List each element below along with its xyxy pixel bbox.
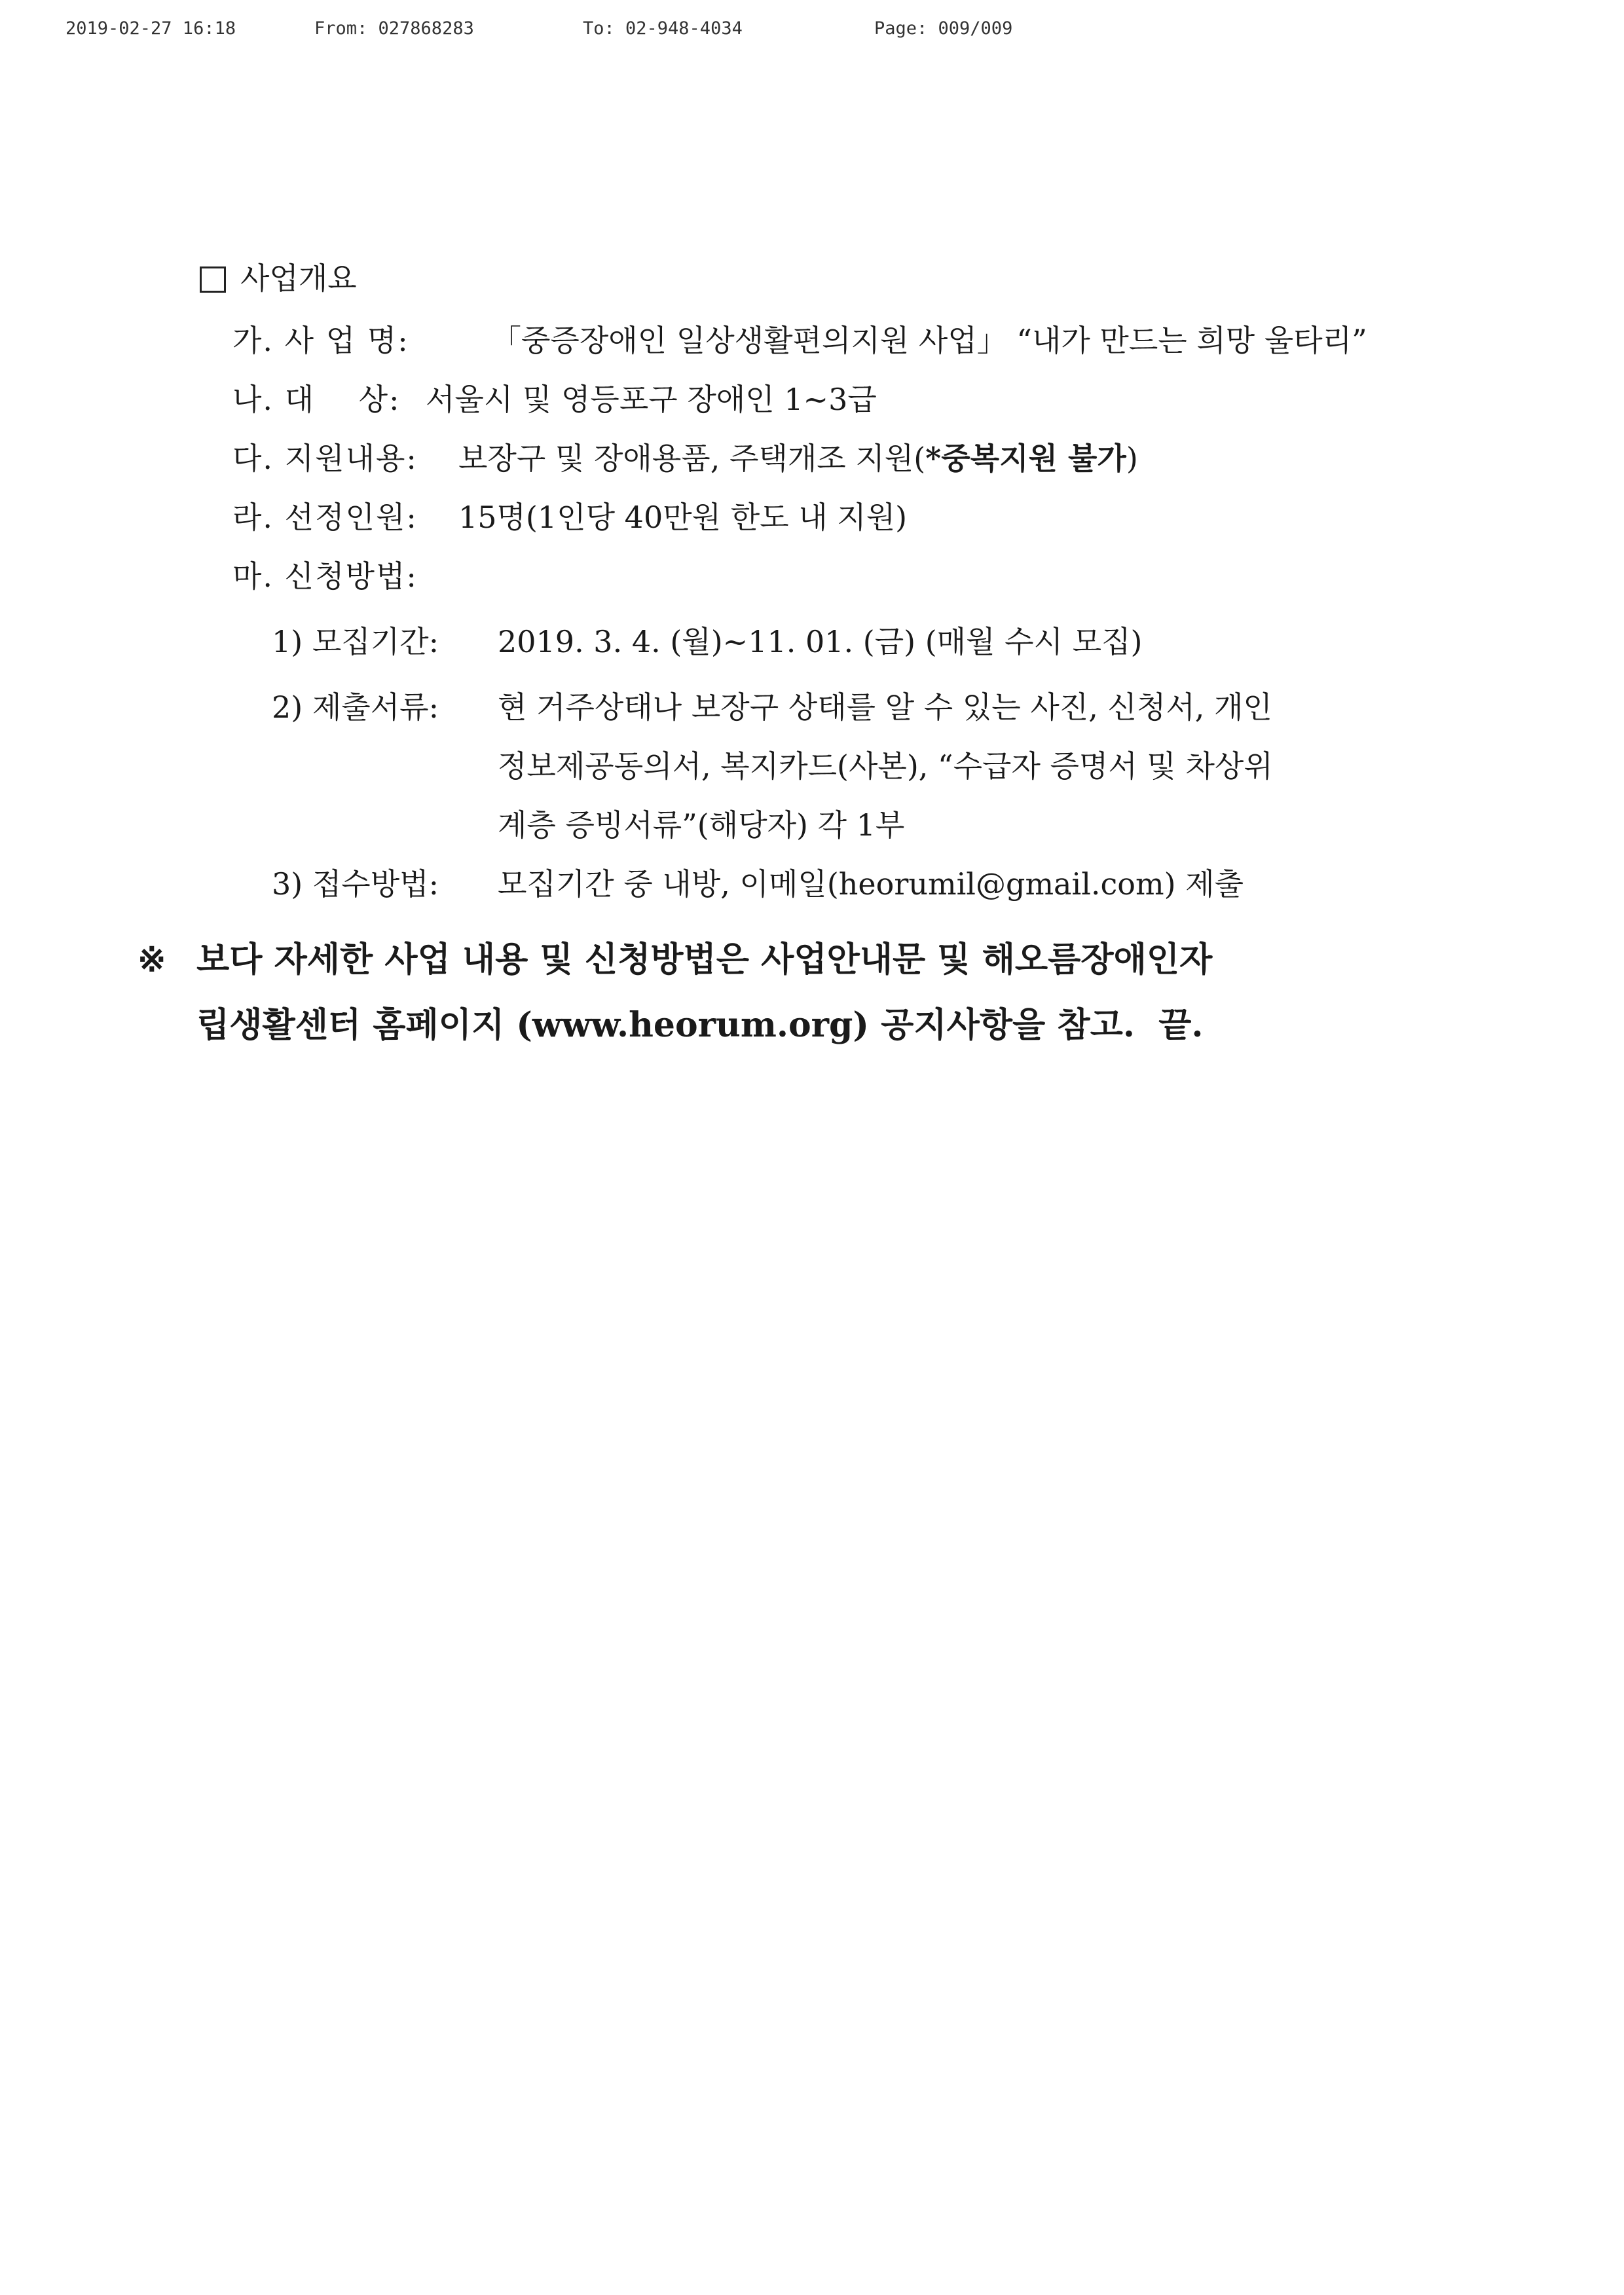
item-selection-count xyxy=(232,498,907,537)
sub-item-documents-cont-1: 정보제공동의서, 복지카드(사본), “수급자 증명서 및 차상위 xyxy=(498,748,1273,784)
item-application-method xyxy=(232,557,458,596)
fax-datetime: 2019-02-27 16:18 xyxy=(65,18,236,39)
sub-item-label: 3) 접수방법: xyxy=(272,866,439,902)
section-title-text: 사업개요 xyxy=(240,261,357,296)
reference-mark: ※ xyxy=(138,940,166,980)
sub-item-value: 2019. 3. 4. (월)~11. 01. (금) (매월 수시 모집) xyxy=(498,624,1143,659)
sub-item-recruit-period xyxy=(272,622,1142,661)
fax-to: To: 02-948-4034 xyxy=(583,18,743,39)
item-target xyxy=(232,380,877,419)
item-value: 서울시 및 영등포구 장애인 1~3급 xyxy=(426,382,877,417)
fax-page: Page: 009/009 xyxy=(874,18,1013,39)
item-label: 가. 사 업 명: xyxy=(232,323,409,358)
sub-item-label: 1) 모집기간: xyxy=(272,624,439,659)
section-title xyxy=(200,259,357,298)
sub-item-value: 모집기간 중 내방, 이메일(heorumil@gmail.com) 제출 xyxy=(498,866,1244,902)
checkbox-icon xyxy=(200,266,226,293)
note-line-2: 립생활센터 홈페이지 (www.heorum.org) 공지사항을 참고. 끝. xyxy=(196,1005,1204,1045)
item-label: 나. 대 상: xyxy=(232,382,401,417)
item-business-name xyxy=(232,321,1367,360)
item-value-bold: *중복지원 불가 xyxy=(925,441,1126,476)
sub-item-submission-method xyxy=(272,864,1244,904)
note-text-1: 보다 자세한 사업 내용 및 신청방법은 사업안내문 및 해오름장애인자 xyxy=(196,940,1213,980)
sub-item-label: 2) 제출서류: xyxy=(272,689,439,725)
sub-item-value: 현 거주상태나 보장구 상태를 알 수 있는 사진, 신청서, 개인 xyxy=(498,689,1272,725)
item-value-end: ) xyxy=(1126,441,1138,476)
item-label: 다. 지원내용: xyxy=(232,441,418,476)
item-value: 보장구 및 장애용품, 주택개조 지원( xyxy=(458,441,926,476)
item-label: 라. 선정인원: xyxy=(232,500,418,535)
item-label: 마. 신청방법: xyxy=(232,559,418,594)
sub-item-documents xyxy=(272,688,1272,727)
item-support-content xyxy=(232,439,1138,478)
fax-from: From: 027868283 xyxy=(314,18,474,39)
item-value: 15명(1인당 40만원 한도 내 지원) xyxy=(458,500,908,535)
item-value: 「중증장애인 일상생활편의지원 사업」 “내가 만드는 희망 울타리” xyxy=(491,323,1367,358)
note-line-1 xyxy=(138,936,1212,983)
sub-item-documents-cont-2: 계층 증빙서류”(해당자) 각 1부 xyxy=(498,807,905,843)
